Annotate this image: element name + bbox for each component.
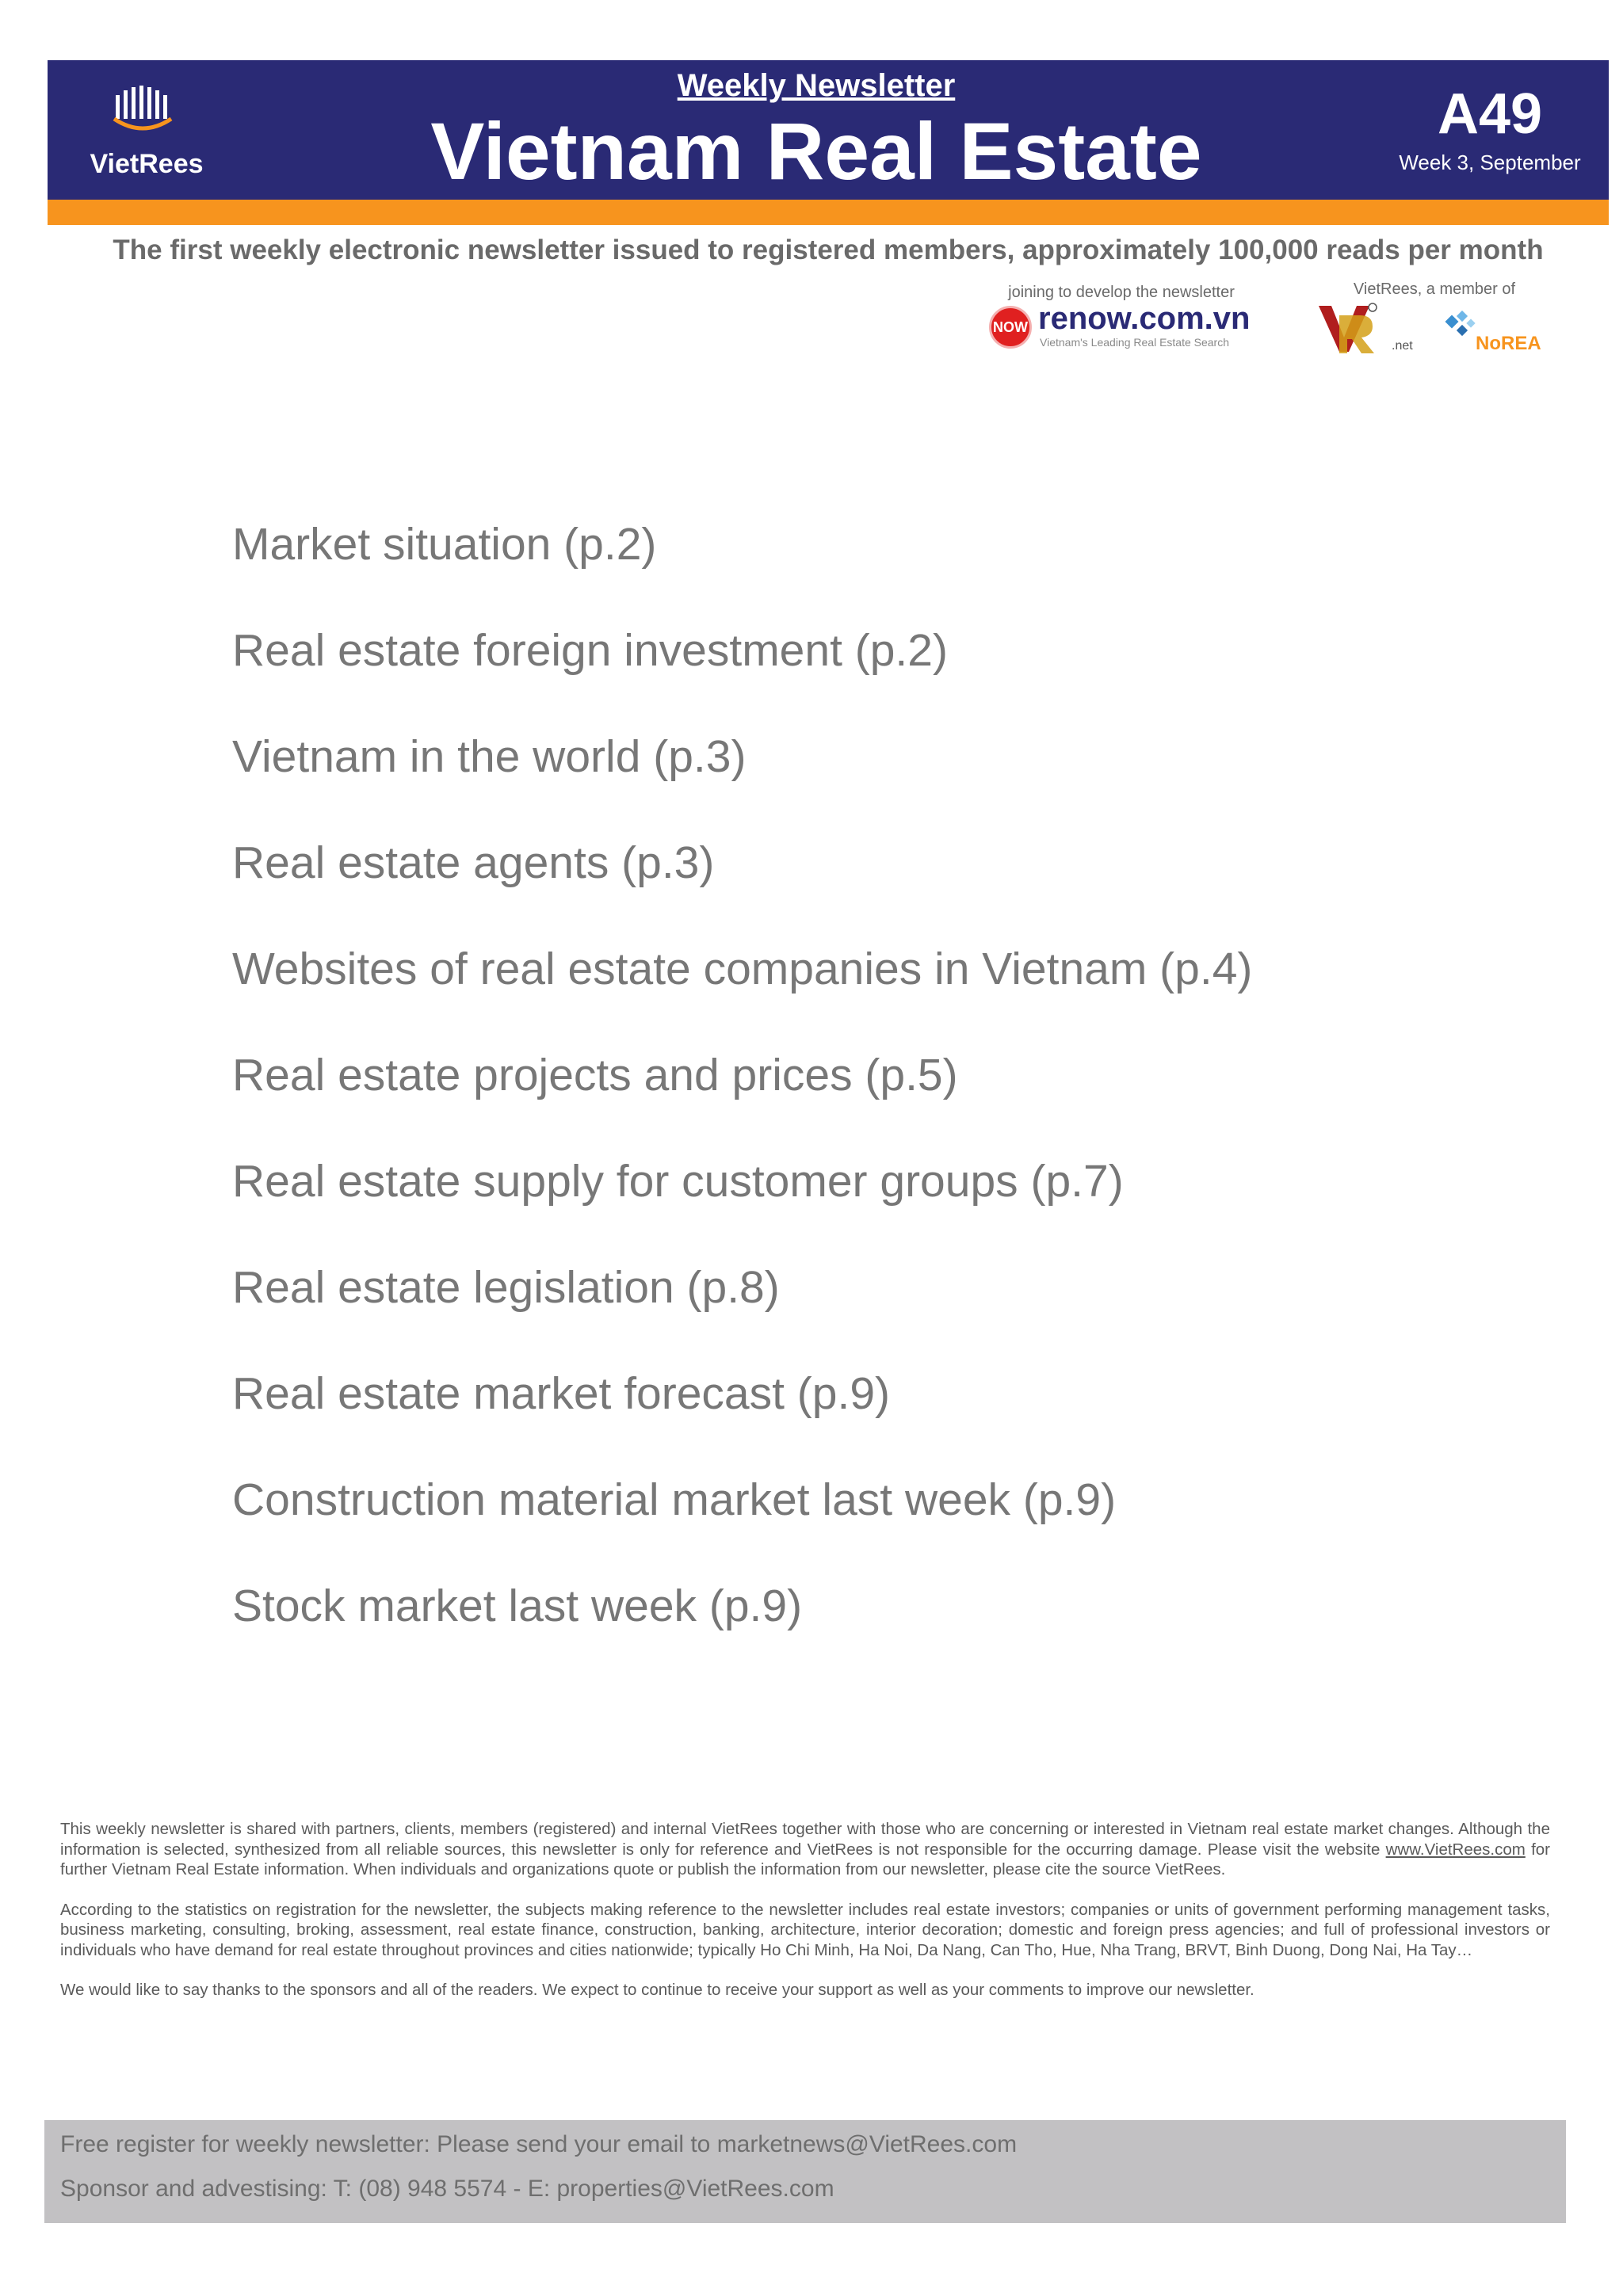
issue-week: Week 3, September (1399, 151, 1581, 174)
vr-logo-icon (1316, 301, 1379, 357)
website-link[interactable]: www.VietRees.com (1385, 1840, 1526, 1859)
vr-net-suffix: .net (1392, 339, 1413, 353)
disclaimer (60, 1819, 1550, 2020)
header-accent-bar (48, 200, 1609, 225)
vietrees-logo (71, 73, 222, 192)
disclaimer-paragraph-3: We would like to say thanks to the sponsors and all of the readers. We expect to continue to receive your support as well as your comments to improve our newsletter. (60, 1981, 1254, 1999)
joining-note: joining to develop the newsletter (1008, 284, 1235, 301)
logo-wordmark: VietRees (90, 149, 204, 179)
norea-logo (1444, 311, 1547, 358)
renow-tagline: Vietnam's Leading Real Estate Search (1040, 336, 1230, 349)
disclaimer-paragraph-2: According to the statistics on registration for the newsletter, the subjects making reference to the newsletter includes real estate investors; companies or units of government performing management tasks, business marketing, consulting, broking, assessment, real estate finance, construction, banking, architecture, interior decoration; domestic and foreign press agencies; and full of professional investors or individuals who have demand for real estate throughout provinces and cities nationwide; typically Ho Chi Minh, Ha Noi, Da Nang, Can Tho, Hue, Nha Trang, BRVT, Binh Duong, Dong Nai, Ha Tay… (60, 1900, 1550, 1959)
sponsor-line: Sponsor and advestising: T: (08) 948 5574 - E: properties@VietRees.com (60, 2176, 834, 2202)
contents-item: Market situation (p.2) (232, 519, 657, 570)
contents-item: Real estate market forecast (p.9) (232, 1368, 891, 1419)
building-bars-icon (113, 84, 173, 132)
contents-item: Vietnam in the world (p.3) (232, 731, 747, 782)
norea-name: NoREA (1476, 333, 1541, 354)
member-note: VietRees, a member of (1353, 280, 1516, 298)
tagline: The first weekly electronic newsletter issued to registered members, approximately 100,000 reads per month (113, 235, 1544, 265)
contents-item: Real estate legislation (p.8) (232, 1262, 780, 1313)
contents-item: Real estate foreign investment (p.2) (232, 625, 948, 676)
register-line: Free register for weekly newsletter: Please send your email to marketnews@VietRees.com (60, 2131, 1018, 2157)
contents-item: Websites of real estate companies in Vietnam (p.4) (232, 944, 1253, 994)
renow-badge-icon: NOW (989, 306, 1032, 349)
contents-item: Real estate supply for customer groups (p.7) (232, 1156, 1124, 1207)
newsletter-kicker: Weekly Newsletter (677, 68, 956, 103)
renow-name: renow.com.vn (1038, 301, 1251, 336)
norea-tiles-icon (1444, 311, 1479, 345)
issue-number: A49 (1437, 82, 1543, 146)
page-title: Vietnam Real Estate (430, 106, 1202, 196)
contents-item: Real estate agents (p.3) (232, 837, 715, 888)
disclaimer-text: for further Vietnam Real Estate information. When individuals and organizations quote or publish the information from our newsletter, please cite the source VietRees. (60, 1840, 1550, 1878)
disclaimer-text: This weekly newsletter is shared with partners, clients, members (registered) and internal VietRees together with those who are concerning or interested in Vietnam real estate market changes. Although the information is selected, synthesized from all reliable sources, this newsletter is only for reference and VietRees is not responsible for the occurring damage. Please visit the website (60, 1820, 1550, 1859)
contents-item: Real estate projects and prices (p.5) (232, 1050, 958, 1100)
disclaimer-paragraph-1 (60, 1819, 1550, 1880)
contents-list (232, 491, 1252, 1659)
contents-item: Stock market last week (p.9) (232, 1581, 803, 1631)
renow-logo (989, 301, 1251, 350)
contents-item: Construction material market last week (p.9) (232, 1474, 1117, 1525)
footer-contact-box (44, 2120, 1566, 2223)
